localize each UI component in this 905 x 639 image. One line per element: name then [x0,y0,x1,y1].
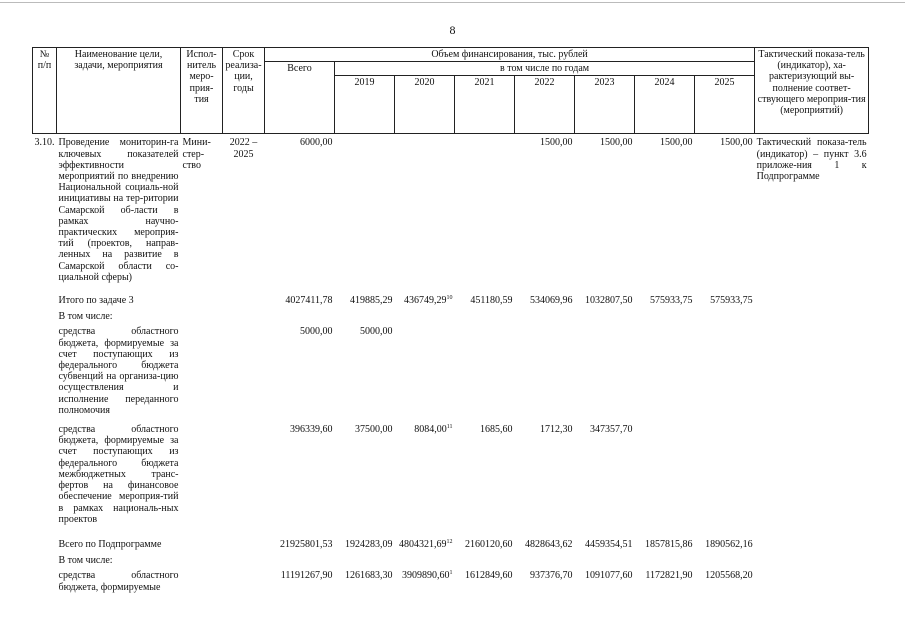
cell-total: 21925801,53 [280,538,333,550]
cell-total: 5000,00 [300,326,333,338]
row-name: средства областного бюджета, формируемые за счет поступающих из федерального бюджета межбюджетных транс-фертов на финансовое обеспечение мероприя-тий в рамках националь-ных проектов [58,424,179,525]
cell-2023: 1032807,50 [585,295,633,307]
table-body [33,134,869,593]
cell-2019: 1261683,30 [345,570,393,582]
header-term: Срок реализа-ции, годы [223,48,265,134]
header-number: № п/п [33,48,57,134]
cell-2019: 37500,00 [355,424,393,436]
header-volume: Объем финансирования, тыс. рублей [265,48,755,62]
header-executor: Испол-нитель меро-прия-тия [181,48,223,134]
header-by-years: в том числе по годам [335,62,755,76]
cell-2021: 2160120,60 [465,538,513,550]
row-name: Всего по Подпрограмме [58,538,162,550]
cell-2020 [395,134,455,289]
table-row [33,555,869,570]
header-indicator: Тактический показа-тель (индикатор), ха-рактеризующий вы-полнение соответ-ствующего мероприя-тия (мероприятий) [755,48,869,134]
cell-2019: 1924283,09 [345,538,393,550]
cell-2025: 1890562,16 [705,538,753,550]
cell-2024: 1857815,86 [645,538,693,550]
cell-2019: 5000,00 [360,326,393,338]
table-header [33,48,869,134]
row-name: Проведение мониторин-га ключевых показателей эффективности мероприятий по внедрению Национальной социаль-ной инициативы на тер-ритории Самарской об-ласти в рамках научно-практических мероприя-тий (проектов, направ-ленных на развитие в Самарской области со-циальной сферы) [58,137,179,283]
row-term: 2022 – 2025 [229,137,258,160]
cell-2020 [395,533,455,555]
table-row [33,134,869,289]
footnote-mark: 12 [446,538,453,545]
header-year-2023: 2023 [575,76,635,134]
header-year-2022: 2022 [515,76,575,134]
header-year-2024: 2024 [635,76,695,134]
row-name: В том числе: [58,555,113,567]
top-border-line [0,2,905,3]
cell-2022: 1712,30 [540,424,573,436]
cell-2023: 1091077,60 [585,570,633,582]
row-name: средства областного бюджета, формируемые за счет поступающих из федерального бюджета субвенций на организа-цию осуществления и исполнение переданного полномочия [58,326,179,416]
footnote-mark: 11 [446,424,453,431]
page-number: 8 [449,23,456,37]
header-total: Всего [265,62,335,134]
cell-value: 4804321,69 [399,538,447,550]
table-row [33,533,869,555]
row-name: средства областного бюджета, формируемые [58,570,179,593]
row-number: 3.10. [34,137,55,149]
footnote-mark: 10 [446,295,453,302]
cell-2020 [395,570,455,592]
cell-2025: 575933,75 [710,295,753,307]
row-name: Итого по задаче 3 [58,295,134,307]
cell-total: 6000,00 [300,137,333,149]
cell-value: 436749,29 [404,295,447,307]
row-indicator: Тактический показа-тель (индикатор) – пункт 3.6 приложе-ния 1 к Подпрограмме [756,137,867,183]
cell-total: 4027411,78 [285,295,333,307]
financing-table [32,47,869,593]
row-name: В том числе: [58,311,113,323]
cell-2023: 1500,00 [600,137,633,149]
cell-2023: 347357,70 [590,424,633,436]
cell-total: 396339,60 [290,424,333,436]
cell-2021: 1685,60 [480,424,513,436]
header-year-2021: 2021 [455,76,515,134]
header-year-2025: 2025 [695,76,755,134]
cell-value: 3909890,60 [402,570,450,582]
cell-2021: 451180,59 [470,295,513,307]
cell-2020 [395,424,455,533]
cell-2019: 419885,29 [350,295,393,307]
table-row [33,570,869,592]
header-year-2019: 2019 [335,76,395,134]
cell-2024: 1172821,90 [645,570,693,582]
cell-2019 [335,134,395,289]
table-row [33,424,869,533]
cell-2025: 1500,00 [720,137,753,149]
cell-2025: 1205568,20 [705,570,753,582]
row-executor: Мини-стер-ство [182,137,211,171]
footnote-mark: 1 [449,570,453,577]
cell-2024: 575933,75 [650,295,693,307]
header-year-2020: 2020 [395,76,455,134]
cell-2023: 4459354,51 [585,538,633,550]
table-row [33,311,869,326]
cell-2022: 937376,70 [530,570,573,582]
cell-2021 [455,134,515,289]
cell-2022: 1500,00 [540,137,573,149]
cell-2024: 1500,00 [660,137,693,149]
cell-total: 11191267,90 [280,570,333,582]
cell-2021: 1612849,60 [465,570,513,582]
cell-2020 [395,289,455,311]
cell-value: 8084,00 [414,424,447,436]
cell-2022: 4828643,62 [525,538,573,550]
table-row [33,326,869,424]
cell-2022: 534069,96 [530,295,573,307]
table-row [33,289,869,311]
header-name: Наименование цели, задачи, мероприятия [57,48,181,134]
